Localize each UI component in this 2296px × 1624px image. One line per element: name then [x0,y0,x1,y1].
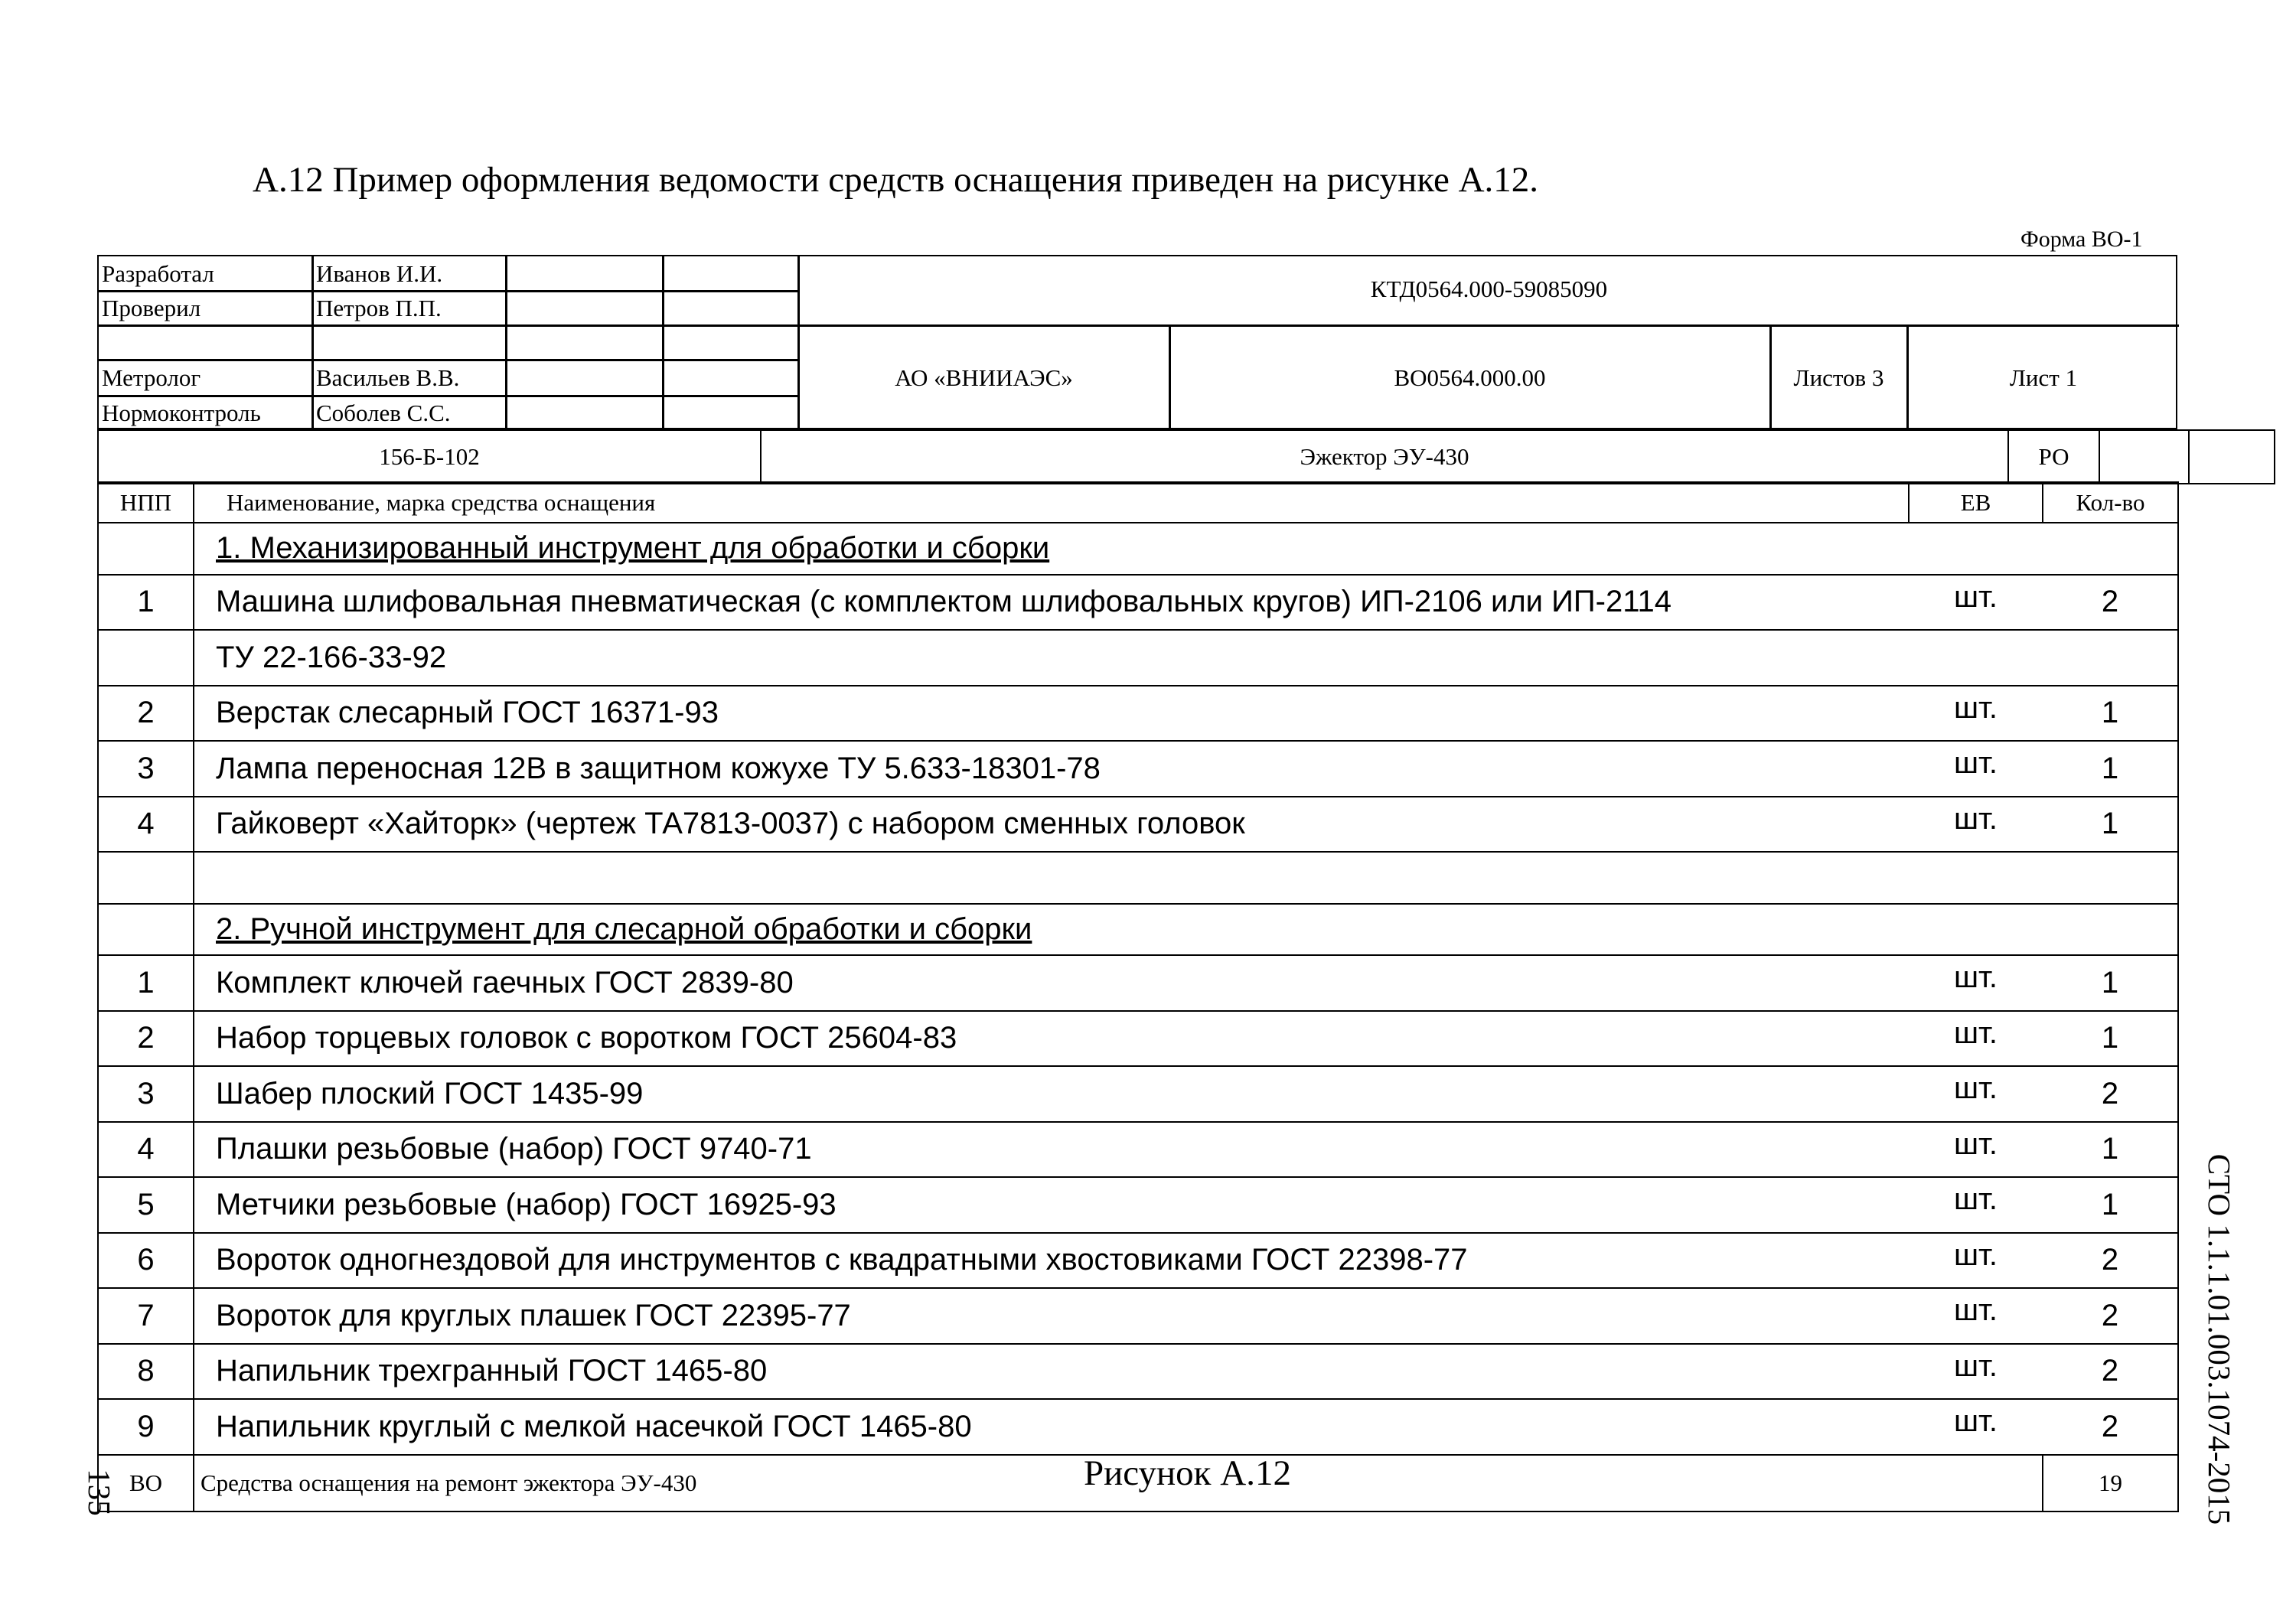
ro-label: РО [2008,430,2099,484]
footer-description: Средства оснащения на ремонт эжектора ЭУ-430 [194,1455,2043,1511]
col-num-header: НПП [98,482,194,523]
item-name: Напильник трехгранный ГОСТ 1465-80 [194,1344,1909,1400]
table-row [98,1011,2178,1067]
item-unit [1909,630,2043,686]
table-row [98,1122,2178,1178]
blank-num [98,852,194,904]
item-qty: 1 [2043,1122,2178,1178]
item-unit: шт. [1909,1066,2043,1122]
item-unit: шт. [1909,741,2043,797]
item-name: Комплект ключей гаечных ГОСТ 2839-80 [194,955,1909,1011]
organization: АО «ВНИИАЭС» [895,364,1073,391]
col-qty-header: Кол-во [2043,482,2178,523]
item-qty: 1 [2043,686,2178,742]
page-number-text: 135 [82,1469,117,1516]
item-unit: шт. [1909,797,2043,853]
table-row [98,1288,2178,1344]
table-row [98,1066,2178,1122]
equipment-table [97,429,2275,484]
item-unit: шт. [1909,1233,2043,1289]
standard-text: СТО 1.1.1.01.003.1074-2015 [2202,1153,2237,1525]
item-num: 2 [98,686,194,742]
intro-text: А.12 Пример оформления ведомости средств оснащения приведен на рисунке А.12. [253,160,1539,200]
item-qty: 2 [2043,1288,2178,1344]
role-checker: Проверил [102,295,201,321]
item-num: 6 [98,1233,194,1289]
name-developer: Иванов И.И. [316,260,443,287]
item-name: Гайковерт «Хайторк» (чертеж ТА7813-0037) с набором сменных головок [194,797,1909,853]
sheets-count: Листов 3 [1793,364,1884,391]
table-row [98,741,2178,797]
item-name: Вороток одногнездовой для инструментов с квадратными хвостовиками ГОСТ 22398-77 [194,1233,1909,1289]
ro-empty-2 [2189,430,2275,484]
table-row [98,1399,2178,1455]
item-qty: 2 [2043,1399,2178,1455]
item-num [98,630,194,686]
item-qty: 1 [2043,797,2178,853]
item-num: 1 [98,955,194,1011]
item-name: Шабер плоский ГОСТ 1435-99 [194,1066,1909,1122]
role-normcontrol: Нормоконтроль [102,399,261,426]
item-unit: шт. [1909,1288,2043,1344]
item-num: 5 [98,1177,194,1233]
section-row [98,904,2178,956]
item-qty [2043,630,2178,686]
table-row [98,1177,2178,1233]
item-qty: 1 [2043,955,2178,1011]
item-name: Верстак слесарный ГОСТ 16371-93 [194,686,1909,742]
item-num: 9 [98,1399,194,1455]
item-num: 3 [98,1066,194,1122]
blank-row [98,852,2178,904]
item-unit: шт. [1909,1122,2043,1178]
section-2-title [194,904,2178,956]
item-num: 4 [98,1122,194,1178]
item-name: Лампа переносная 12В в защитном кожухе ТУ 5.633-18301-78 [194,741,1909,797]
item-name: Набор торцевых головок с воротком ГОСТ 25604-83 [194,1011,1909,1067]
item-num: 8 [98,1344,194,1400]
item-qty: 1 [2043,1177,2178,1233]
items-table [97,481,2179,1512]
item-name: Машина шлифовальная пневматическая (с комплектом шлифовальных кругов) ИП-2106 или ИП-2114 [194,575,1909,631]
item-qty: 2 [2043,1233,2178,1289]
role-developer: Разработал [102,260,214,287]
form-label: Форма ВО-1 [2020,227,2143,252]
item-unit: шт. [1909,1177,2043,1233]
column-header-row [98,482,2178,523]
table-row [98,955,2178,1011]
doc-code: КТД0564.000-59085090 [1370,276,1608,302]
item-name: ТУ 22-166-33-92 [194,630,1909,686]
item-unit: шт. [1909,1011,2043,1067]
item-num: 4 [98,797,194,853]
section-2-title-text: 2. Ручной инструмент для слесарной обработки и сборки [216,911,1032,946]
section-1-title-text: 1. Механизированный инструмент для обработки и сборки [216,531,1050,566]
table-row [98,1344,2178,1400]
section-row [98,523,2178,575]
product-code: 156-Б-102 [98,430,761,484]
name-metrologist: Васильев В.В. [316,364,460,391]
vo-code: ВО0564.000.00 [1394,364,1546,391]
item-unit: шт. [1909,955,2043,1011]
item-num: 2 [98,1011,194,1067]
footer-page: 19 [2043,1455,2178,1511]
product-row [98,430,2275,484]
table-row [98,686,2178,742]
product-name: Эжектор ЭУ-430 [761,430,2008,484]
table-row [98,575,2178,631]
section-num-empty [98,523,194,575]
section-1-title [194,523,2178,575]
section-num-empty [98,904,194,956]
item-name: Метчики резьбовые (набор) ГОСТ 16925-93 [194,1177,1909,1233]
item-unit: шт. [1909,1399,2043,1455]
item-num: 7 [98,1288,194,1344]
item-unit: шт. [1909,575,2043,631]
blank-name [194,852,2178,904]
item-unit: шт. [1909,686,2043,742]
table-row [98,797,2178,853]
table-row [98,630,2178,686]
figure-caption: Рисунок А.12 [1084,1453,1291,1493]
name-checker: Петров П.П. [316,295,442,321]
item-qty: 2 [2043,575,2178,631]
name-normcontrol: Соболев С.С. [316,399,451,426]
role-metrologist: Метролог [102,364,201,391]
item-qty: 2 [2043,1066,2178,1122]
footer-code: ВО [98,1455,194,1511]
header-stamp [97,255,2177,429]
table-row [98,1233,2178,1289]
item-num: 1 [98,575,194,631]
ro-empty-1 [2099,430,2189,484]
item-name: Напильник круглый с мелкой насечкой ГОСТ 1465-80 [194,1399,1909,1455]
item-qty: 1 [2043,741,2178,797]
col-unit-header: ЕВ [1909,482,2043,523]
item-qty: 2 [2043,1344,2178,1400]
item-name: Вороток для круглых плашек ГОСТ 22395-77 [194,1288,1909,1344]
item-qty: 1 [2043,1011,2178,1067]
sheet-number: Лист 1 [2009,364,2078,391]
item-unit: шт. [1909,1344,2043,1400]
col-name-header: Наименование, марка средства оснащения [194,482,1909,523]
item-name: Плашки резьбовые (набор) ГОСТ 9740-71 [194,1122,1909,1178]
item-num: 3 [98,741,194,797]
standard-label [2193,1133,2246,1546]
page-number [77,1458,122,1527]
